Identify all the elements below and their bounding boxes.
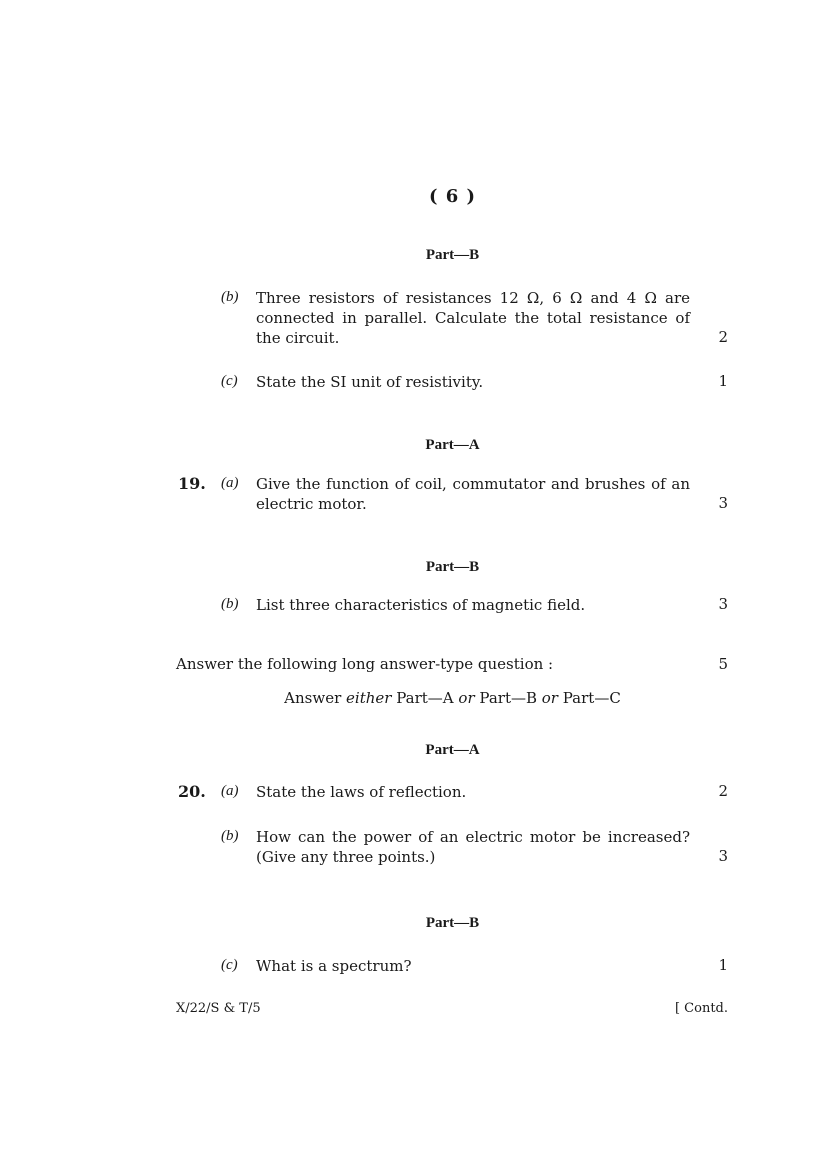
part-heading: Part—B [425, 559, 480, 575]
either-instruction [0, 689, 827, 707]
page-number: ( 6 ) [428, 186, 477, 207]
either-word: Part—A [396, 689, 454, 707]
marks: 3 [718, 847, 728, 865]
marks: 3 [718, 494, 728, 512]
question-text: Three resistors of resistances 12 Ω, 6 Ω and 4 Ω are connected in parallel. Calculate the total resistance of the circuit. [256, 289, 690, 347]
part-heading: Part—B [425, 915, 480, 931]
question-text: List three characteristics of magnetic field. [256, 596, 586, 614]
either-word: Part—B [479, 689, 537, 707]
either-word: either [346, 689, 392, 707]
question-text: What is a spectrum? [256, 957, 412, 975]
part-heading: Part—B [425, 247, 480, 263]
question-text: State the laws of reflection. [256, 783, 467, 801]
question-text: How can the power of an electric motor be increased? (Give any three points.) [256, 828, 690, 866]
continued-label: [ Contd. [674, 1001, 728, 1016]
question-text: State the SI unit of resistivity. [256, 373, 484, 391]
sub-question-label: (c) [221, 957, 238, 973]
marks: 2 [718, 328, 728, 346]
marks: 1 [718, 372, 728, 390]
sub-question-label: (b) [221, 596, 239, 612]
question-number: 20. [178, 782, 206, 801]
marks: 5 [718, 655, 728, 673]
sub-question-label: (a) [221, 475, 239, 491]
marks: 3 [718, 595, 728, 613]
part-heading: Part—A [425, 437, 480, 453]
marks: 1 [718, 956, 728, 974]
either-word: or [541, 689, 558, 707]
sub-question-label: (a) [221, 783, 239, 799]
sub-question-label: (b) [221, 828, 239, 844]
either-word: or [458, 689, 475, 707]
instruction-text: Answer the following long answer-type question : [176, 655, 554, 673]
sub-question-label: (b) [221, 289, 239, 305]
paper-code: X/22/S & T/5 [176, 1001, 261, 1016]
either-word: Part—C [562, 689, 621, 707]
part-heading: Part—A [425, 742, 480, 758]
question-number: 19. [178, 474, 206, 493]
question-text: Give the function of coil, commutator and brushes of an electric motor. [256, 475, 690, 513]
sub-question-label: (c) [221, 373, 238, 389]
marks: 2 [718, 782, 728, 800]
either-word: Answer [284, 689, 342, 707]
